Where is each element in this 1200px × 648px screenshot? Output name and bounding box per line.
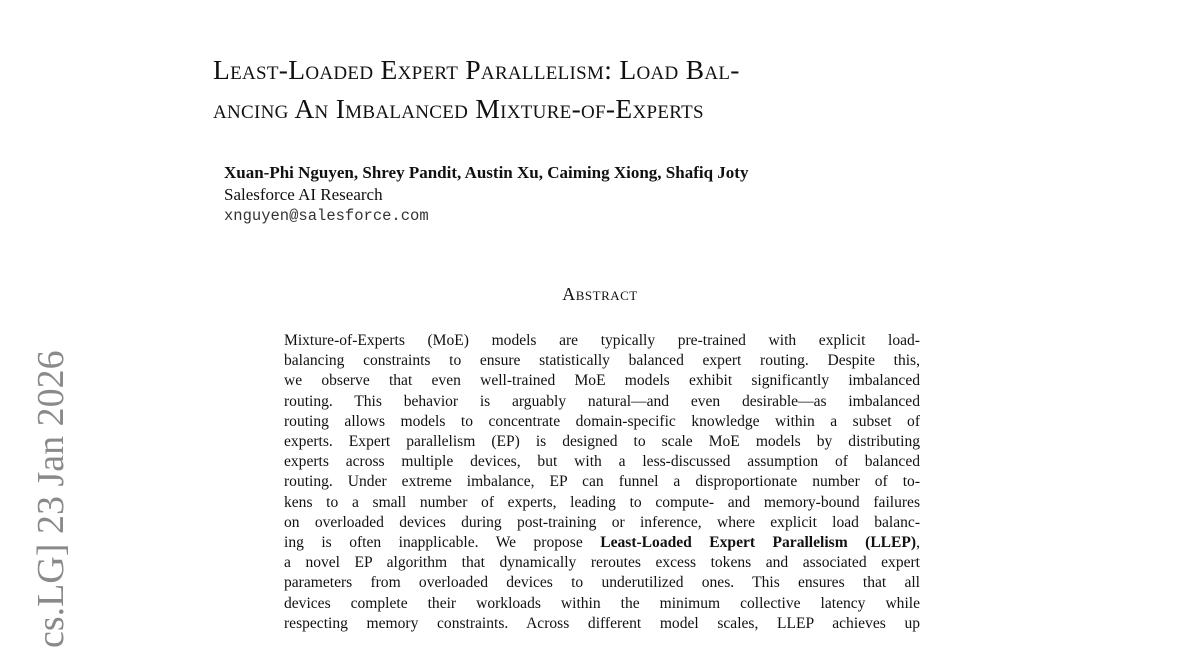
abstract-body xyxy=(284,331,920,634)
affiliation: Salesforce AI Research xyxy=(224,185,383,204)
title-line-2: ancing An Imbalanced Mixture-of-Experts xyxy=(213,93,704,124)
abstract-line: balancing constraints to ensure statistically balanced expert routing. Despite this, xyxy=(284,352,920,370)
abstract-line: experts across multiple devices, but with a less-discussed assumption of balanced xyxy=(284,453,920,471)
abstract-line: routing. Under extreme imbalance, EP can funnel a disproportionate number of to- xyxy=(284,473,920,491)
method-name-suffix: , xyxy=(916,534,920,552)
abstract-line: a novel EP algorithm that dynamically reroutes excess tokens and associated expert xyxy=(284,554,920,572)
abstract-line: we observe that even well-trained MoE models exhibit significantly imbalanced xyxy=(284,372,920,390)
abstract-line: routing allows models to concentrate domain-specific knowledge within a subset of xyxy=(284,412,920,430)
abstract-line: respecting memory constraints. Across different model scales, LLEP achieves up xyxy=(284,614,920,632)
title-line-1: Least-Loaded Expert Parallelism: Load Bal- xyxy=(213,54,740,85)
abstract-line: parameters from overloaded devices to underutilized ones. This ensures that all xyxy=(284,574,920,592)
arxiv-side-stamp: cs.LG] 23 Jan 2026 xyxy=(30,350,72,648)
method-name: Least-Loaded Expert Parallelism (LLEP) xyxy=(600,534,917,552)
paper-title xyxy=(213,50,1033,128)
abstract-line: devices complete their workloads within the minimum collective latency while xyxy=(284,594,920,612)
abstract-line: routing. This behavior is arguably natural—and even desirable—as imbalanced xyxy=(284,392,920,410)
abstract-line: Mixture-of-Experts (MoE) models are typically pre-trained with explicit load- xyxy=(284,332,920,349)
abstract-line-with-bold xyxy=(284,533,920,553)
abstract-line: on overloaded devices during post-training or inference, where explicit load balanc- xyxy=(284,513,920,531)
abstract-line-prefix: ing is often inapplicable. We propose xyxy=(284,534,601,552)
abstract-line: kens to a small number of experts, leading to compute- and memory-bound failures xyxy=(284,493,920,511)
author-email: xnguyen@salesforce.com xyxy=(224,207,429,225)
author-list: Xuan-Phi Nguyen, Shrey Pandit, Austin Xu, Caiming Xiong, Shafiq Joty xyxy=(224,163,749,182)
abstract-heading: Abstract xyxy=(562,284,638,304)
abstract-line: experts. Expert parallelism (EP) is designed to scale MoE models by distributing xyxy=(284,433,920,451)
